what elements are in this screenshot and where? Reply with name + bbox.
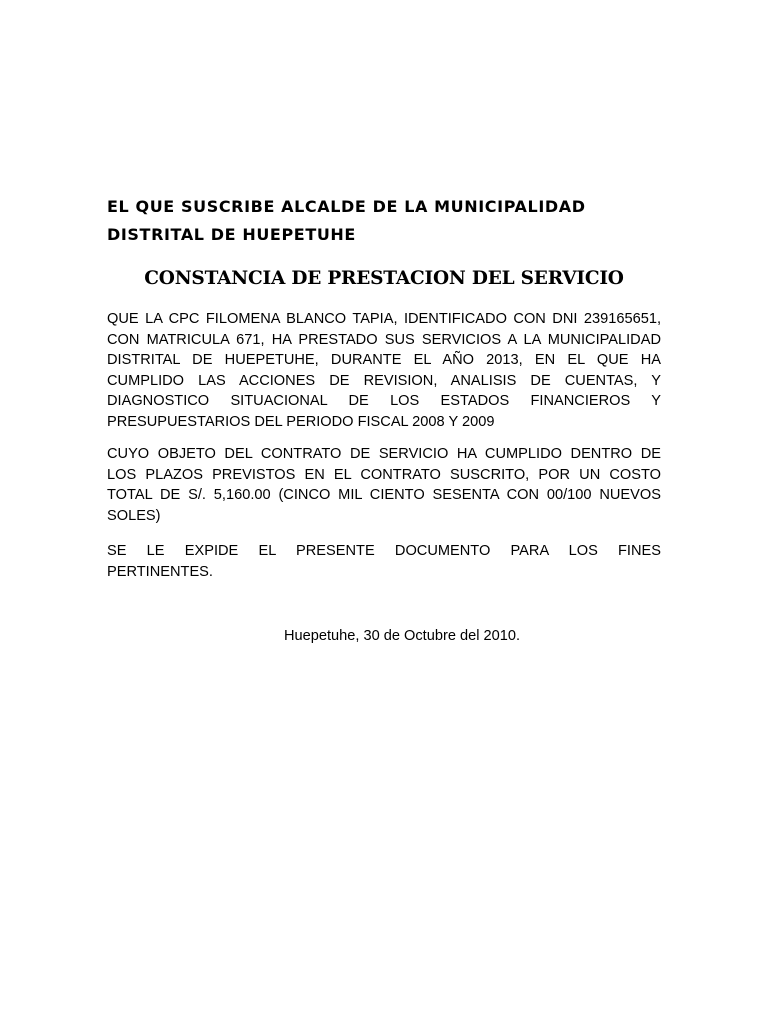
place-and-date	[107, 626, 661, 646]
paragraph-line: CON MATRICULA 671, HA PRESTADO SUS SERVICIOS A LA MUNICIPALIDAD	[107, 331, 661, 348]
paragraph-line: LOS PLAZOS PREVISTOS EN EL CONTRATO SUSCRITO, POR UN COSTO	[107, 466, 661, 483]
issuer-header-line-2: DISTRITAL DE HUEPETUHE	[107, 225, 356, 244]
paragraph-line: QUE LA CPC FILOMENA BLANCO TAPIA, IDENTIFICADO CON DNI 239165651,	[107, 311, 661, 327]
paragraph-line: PRESUPUESTARIOS DEL PERIODO FISCAL 2008 Y 2009	[107, 413, 495, 430]
paragraph-line: SE LE EXPIDE EL PRESENTE DOCUMENTO PARA LOS FINES	[107, 543, 661, 559]
paragraph-line: SOLES)	[107, 507, 161, 524]
issuer-header-line-1: EL QUE SUSCRIBE ALCALDE DE LA MUNICIPALIDAD	[107, 197, 586, 216]
issuer-header	[107, 193, 667, 249]
place-and-date-text: Huepetuhe, 30 de Octubre del 2010.	[283, 628, 521, 644]
paragraph-issuance	[107, 541, 661, 582]
paragraph-line: CUYO OBJETO DEL CONTRATO DE SERVICIO HA CUMPLIDO DENTRO DE	[107, 446, 661, 462]
paragraph-line: CUMPLIDO LAS ACCIONES DE REVISION, ANALISIS DE CUENTAS, Y	[107, 372, 661, 389]
paragraph-line: DIAGNOSTICO SITUACIONAL DE LOS ESTADOS FINANCIEROS Y	[107, 393, 661, 409]
paragraph-line: DISTRITAL DE HUEPETUHE, DURANTE EL AÑO 2013, EN EL QUE HA	[107, 352, 661, 368]
paragraph-contract-cost	[107, 444, 661, 526]
paragraph-line: PERTINENTES.	[107, 563, 213, 580]
paragraph-line: TOTAL DE S/. 5,160.00 (CINCO MIL CIENTO SESENTA CON 00/100 NUEVOS	[107, 487, 661, 503]
paragraph-service-description	[107, 309, 661, 432]
document-title: CONSTANCIA DE PRESTACION DEL SERVICIO	[144, 268, 624, 289]
